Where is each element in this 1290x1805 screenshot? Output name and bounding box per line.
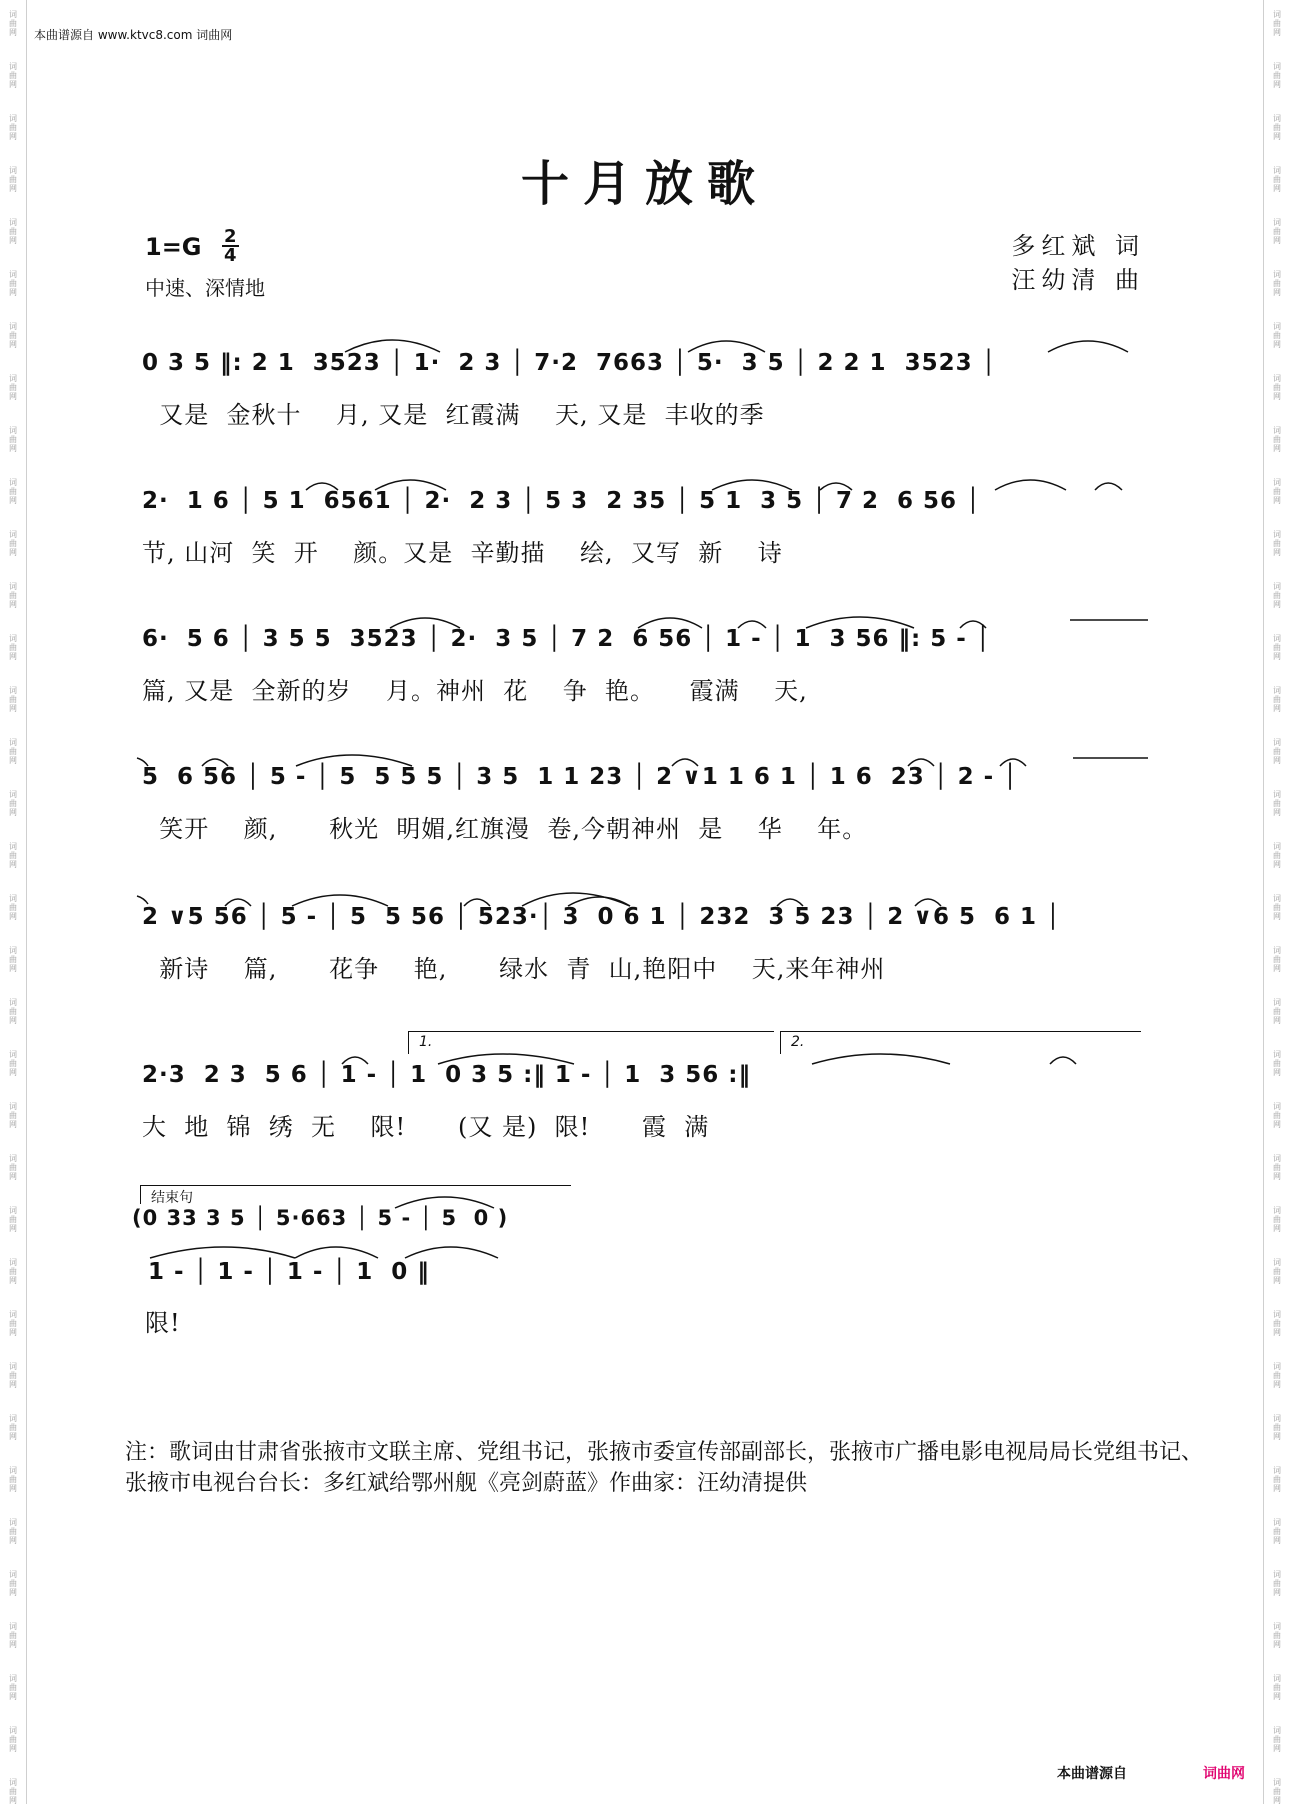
score-line-5-notes: 2 ∨5 56 │ 5 - │ 5 5 56 │ 523·│ 3 0 6 1 │ 232 3 5 23 │ 2 ∨6 5 6 1 │ (142, 904, 1061, 930)
side-watermark-text: 词 曲 网 (9, 686, 17, 713)
source-label: 本曲谱源自 (34, 28, 95, 42)
side-watermark-text: 词 曲 网 (9, 998, 17, 1025)
slur (137, 896, 148, 904)
side-watermark-text: 词 曲 网 (9, 1414, 17, 1441)
score-line-1-notes: 0 3 5 ‖: 2 1 3523 │ 1· 2 3 │ 7·2 7663 │ 5· 3 5 │ 2 2 1 3523 │ (142, 350, 997, 376)
source-site-url[interactable]: www.ktvc8.com (97, 28, 193, 42)
slur (150, 1247, 295, 1258)
side-watermark-text: 词 曲 网 (9, 946, 17, 973)
side-watermark-text: 词 曲 网 (9, 1674, 17, 1701)
side-watermark-text: 词 曲 网 (1273, 270, 1281, 297)
slur (712, 480, 792, 490)
side-watermark-text: 词 曲 网 (9, 374, 17, 401)
side-watermark-text: 词 曲 网 (9, 1778, 17, 1805)
ending-phrase-notes: (0 33 3 5 │ 5·663 │ 5 - │ 5 0 ) (132, 1206, 509, 1230)
slur (820, 483, 852, 490)
score-line-6-notes: 2·3 2 3 5 6 │ 1 - │ 1 0 3 5 :‖ 1 - │ 1 3 56 :‖ (142, 1062, 751, 1088)
side-watermark-text: 词 曲 网 (1273, 1258, 1281, 1285)
side-watermark-text: 词 曲 网 (9, 790, 17, 817)
side-watermark-text: 词 曲 网 (9, 478, 17, 505)
slur (342, 1057, 368, 1064)
side-watermark-text: 词 曲 网 (1273, 1778, 1281, 1805)
slur (568, 897, 630, 906)
side-watermark-text: 词 曲 网 (1273, 10, 1281, 37)
first-ending-label: 1. (419, 1034, 433, 1050)
side-watermark-text: 词 曲 网 (9, 1726, 17, 1753)
side-watermark-text: 词 曲 网 (9, 634, 17, 661)
slur (738, 621, 766, 628)
slur (395, 1197, 494, 1208)
final-line-lyric: 限! (145, 1309, 181, 1337)
side-watermark-text: 词 曲 网 (9, 582, 17, 609)
side-watermark-text: 词 曲 网 (9, 1570, 17, 1597)
song-title: 十月放歌 (520, 156, 769, 212)
side-watermark-text: 词 曲 网 (9, 1310, 17, 1337)
slur (960, 621, 986, 628)
slur (1048, 341, 1128, 352)
side-watermark-text: 词 曲 网 (9, 1258, 17, 1285)
score-line-4-lyrics: 笑开 颜, 秋光 明媚,红旗漫 卷,今朝神州 是 华 年。 (142, 815, 868, 843)
side-watermark-text: 词 曲 网 (1273, 62, 1281, 89)
slur (464, 899, 490, 906)
side-watermark-text: 词 曲 网 (1273, 1570, 1281, 1597)
slur (390, 618, 460, 628)
footer-site-name[interactable]: 词曲网 (1203, 1766, 1245, 1782)
side-watermark-text: 词 曲 网 (1273, 894, 1281, 921)
slur (438, 1054, 574, 1064)
score-line-2-lyrics: 节, 山河 笑 开 颜。又是 辛勤描 绘, 又写 新 诗 (142, 539, 783, 567)
side-watermark-text: 词 曲 网 (1273, 218, 1281, 245)
footer-source-label: 本曲谱源自 (1057, 1766, 1127, 1782)
side-watermark-text: 词 曲 网 (9, 62, 17, 89)
slur (375, 480, 446, 490)
side-watermark-text: 词 曲 网 (9, 270, 17, 297)
score-line-6-lyrics: 大 地 锦 绣 无 限! (又 是) 限! 霞 满 (142, 1113, 710, 1141)
footnote: 注：歌词由甘肃省张掖市文联主席、党组书记，张掖市委宣传部副部长，张掖市广播电影电视局局长党组书记、张掖市电视台台长：多红斌给鄂州舰《亮剑蔚蓝》作曲家：汪幼清提供 (125, 1440, 1204, 1496)
score-line-5-lyrics: 新诗 篇, 花争 艳, 绿水 青 山,艳阳中 天,来年神州 (142, 955, 886, 983)
slur (345, 340, 440, 352)
side-watermark-text: 词 曲 网 (1273, 1518, 1281, 1545)
score-line-4-notes: 5 6 56 │ 5 - │ 5 5 5 5 │ 3 5 1 1 23 │ 2 ∨1 1 6 1 │ 1 6 23 │ 2 - │ (142, 764, 1019, 790)
side-watermark-text: 词 曲 网 (9, 530, 17, 557)
slur (1050, 1057, 1076, 1064)
side-watermark-text: 词 曲 网 (1273, 322, 1281, 349)
side-watermark-text: 词 曲 网 (9, 1622, 17, 1649)
side-watermark-text: 词 曲 网 (1273, 1674, 1281, 1701)
composer-credit: 汪幼清 曲 (1011, 266, 1145, 294)
side-watermark-text: 词 曲 网 (1273, 478, 1281, 505)
side-watermark-text: 词 曲 网 (1273, 738, 1281, 765)
slur (137, 758, 148, 766)
side-watermark-text: 词 曲 网 (1273, 790, 1281, 817)
slur (202, 759, 228, 766)
slur (1000, 759, 1026, 766)
side-watermark-text: 词 曲 网 (1273, 946, 1281, 973)
side-watermark-text: 词 曲 网 (1273, 1726, 1281, 1753)
slur (688, 341, 765, 352)
side-watermark-text: 词 曲 网 (9, 322, 17, 349)
slur (405, 1247, 498, 1258)
side-watermark-text: 词 曲 网 (1273, 114, 1281, 141)
side-watermark-text: 词 曲 网 (9, 114, 17, 141)
slur (672, 759, 698, 766)
time-signature-numerator: 2 (224, 226, 237, 247)
side-watermark-text: 词 曲 网 (9, 218, 17, 245)
source-site-name[interactable]: 词曲网 (196, 28, 233, 42)
side-watermark-text: 词 曲 网 (1273, 1362, 1281, 1389)
side-watermark-text: 词 曲 网 (1273, 998, 1281, 1025)
side-watermark-text: 词 曲 网 (9, 166, 17, 193)
side-watermark-text: 词 曲 网 (9, 1050, 17, 1077)
side-watermark-text: 词 曲 网 (1273, 426, 1281, 453)
slur (306, 483, 338, 490)
side-watermark-text: 词 曲 网 (9, 894, 17, 921)
side-watermark-text: 词 曲 网 (1273, 1050, 1281, 1077)
slur (908, 759, 934, 766)
slur (995, 480, 1066, 490)
slur (296, 755, 412, 766)
side-watermark-text: 词 曲 网 (9, 426, 17, 453)
tempo-marking: 中速、深情地 (145, 276, 265, 300)
score-line-1-lyrics: 又是 金秋十 月, 又是 红霞满 天, 又是 丰收的季 (142, 401, 765, 429)
lyricist-credit: 多红斌 词 (1011, 232, 1145, 260)
side-watermark-text: 词 曲 网 (1273, 842, 1281, 869)
slur (812, 1054, 950, 1064)
side-watermark-text: 词 曲 网 (1273, 1102, 1281, 1129)
side-watermark-text: 词 曲 网 (9, 1102, 17, 1129)
side-watermark-text: 词 曲 网 (1273, 686, 1281, 713)
score-line-2-notes: 2· 1 6 │ 5 1 6561 │ 2· 2 3 │ 5 3 2 35 │ 5 1 3 5 │ 7 2 6 56 │ (142, 488, 981, 514)
side-watermark-text: 词 曲 网 (1273, 1414, 1281, 1441)
side-watermark-text: 词 曲 网 (1273, 530, 1281, 557)
side-watermark-text: 词 曲 网 (9, 1206, 17, 1233)
side-watermark-text: 词 曲 网 (1273, 1310, 1281, 1337)
slur (225, 899, 251, 906)
slur (295, 1247, 378, 1258)
side-watermark-text: 词 曲 网 (9, 1154, 17, 1181)
slur (777, 899, 803, 906)
time-signature-denominator: 4 (224, 245, 237, 266)
side-watermark-text: 词 曲 网 (1273, 166, 1281, 193)
slur (1095, 483, 1122, 490)
second-ending-label: 2. (791, 1034, 805, 1050)
side-watermark-text: 词 曲 网 (1273, 1206, 1281, 1233)
score-line-3-lyrics: 篇, 又是 全新的岁 月。神州 花 争 艳。 霞满 天, (142, 677, 808, 705)
side-watermark-text: 词 曲 网 (1273, 1466, 1281, 1493)
ending-phrase-label: 结束句 (151, 1190, 193, 1206)
side-watermark-text: 词 曲 网 (1273, 374, 1281, 401)
side-watermark-text: 词 曲 网 (9, 1362, 17, 1389)
side-watermark-text: 词 曲 网 (9, 10, 17, 37)
side-watermark-text: 词 曲 网 (9, 738, 17, 765)
key-signature: 1=G (145, 233, 202, 261)
final-line-notes: 1 - │ 1 - │ 1 - │ 1 0 ‖ (148, 1259, 430, 1285)
side-watermark-text: 词 曲 网 (9, 842, 17, 869)
slur (806, 617, 914, 628)
side-watermark-text: 词 曲 网 (9, 1518, 17, 1545)
side-watermark-text: 词 曲 网 (1273, 1154, 1281, 1181)
side-watermark-text: 词 曲 网 (1273, 1622, 1281, 1649)
side-watermark-text: 词 曲 网 (9, 1466, 17, 1493)
side-watermark-text: 词 曲 网 (1273, 582, 1281, 609)
score-line-3-notes: 6· 5 6 │ 3 5 5 3523 │ 2· 3 5 │ 7 2 6 56 │ 1 - │ 1 3 56 ‖: 5 - │ (142, 626, 991, 652)
slur (638, 618, 702, 628)
side-watermark-text: 词 曲 网 (1273, 634, 1281, 661)
slur (915, 899, 941, 906)
slur (292, 895, 388, 906)
